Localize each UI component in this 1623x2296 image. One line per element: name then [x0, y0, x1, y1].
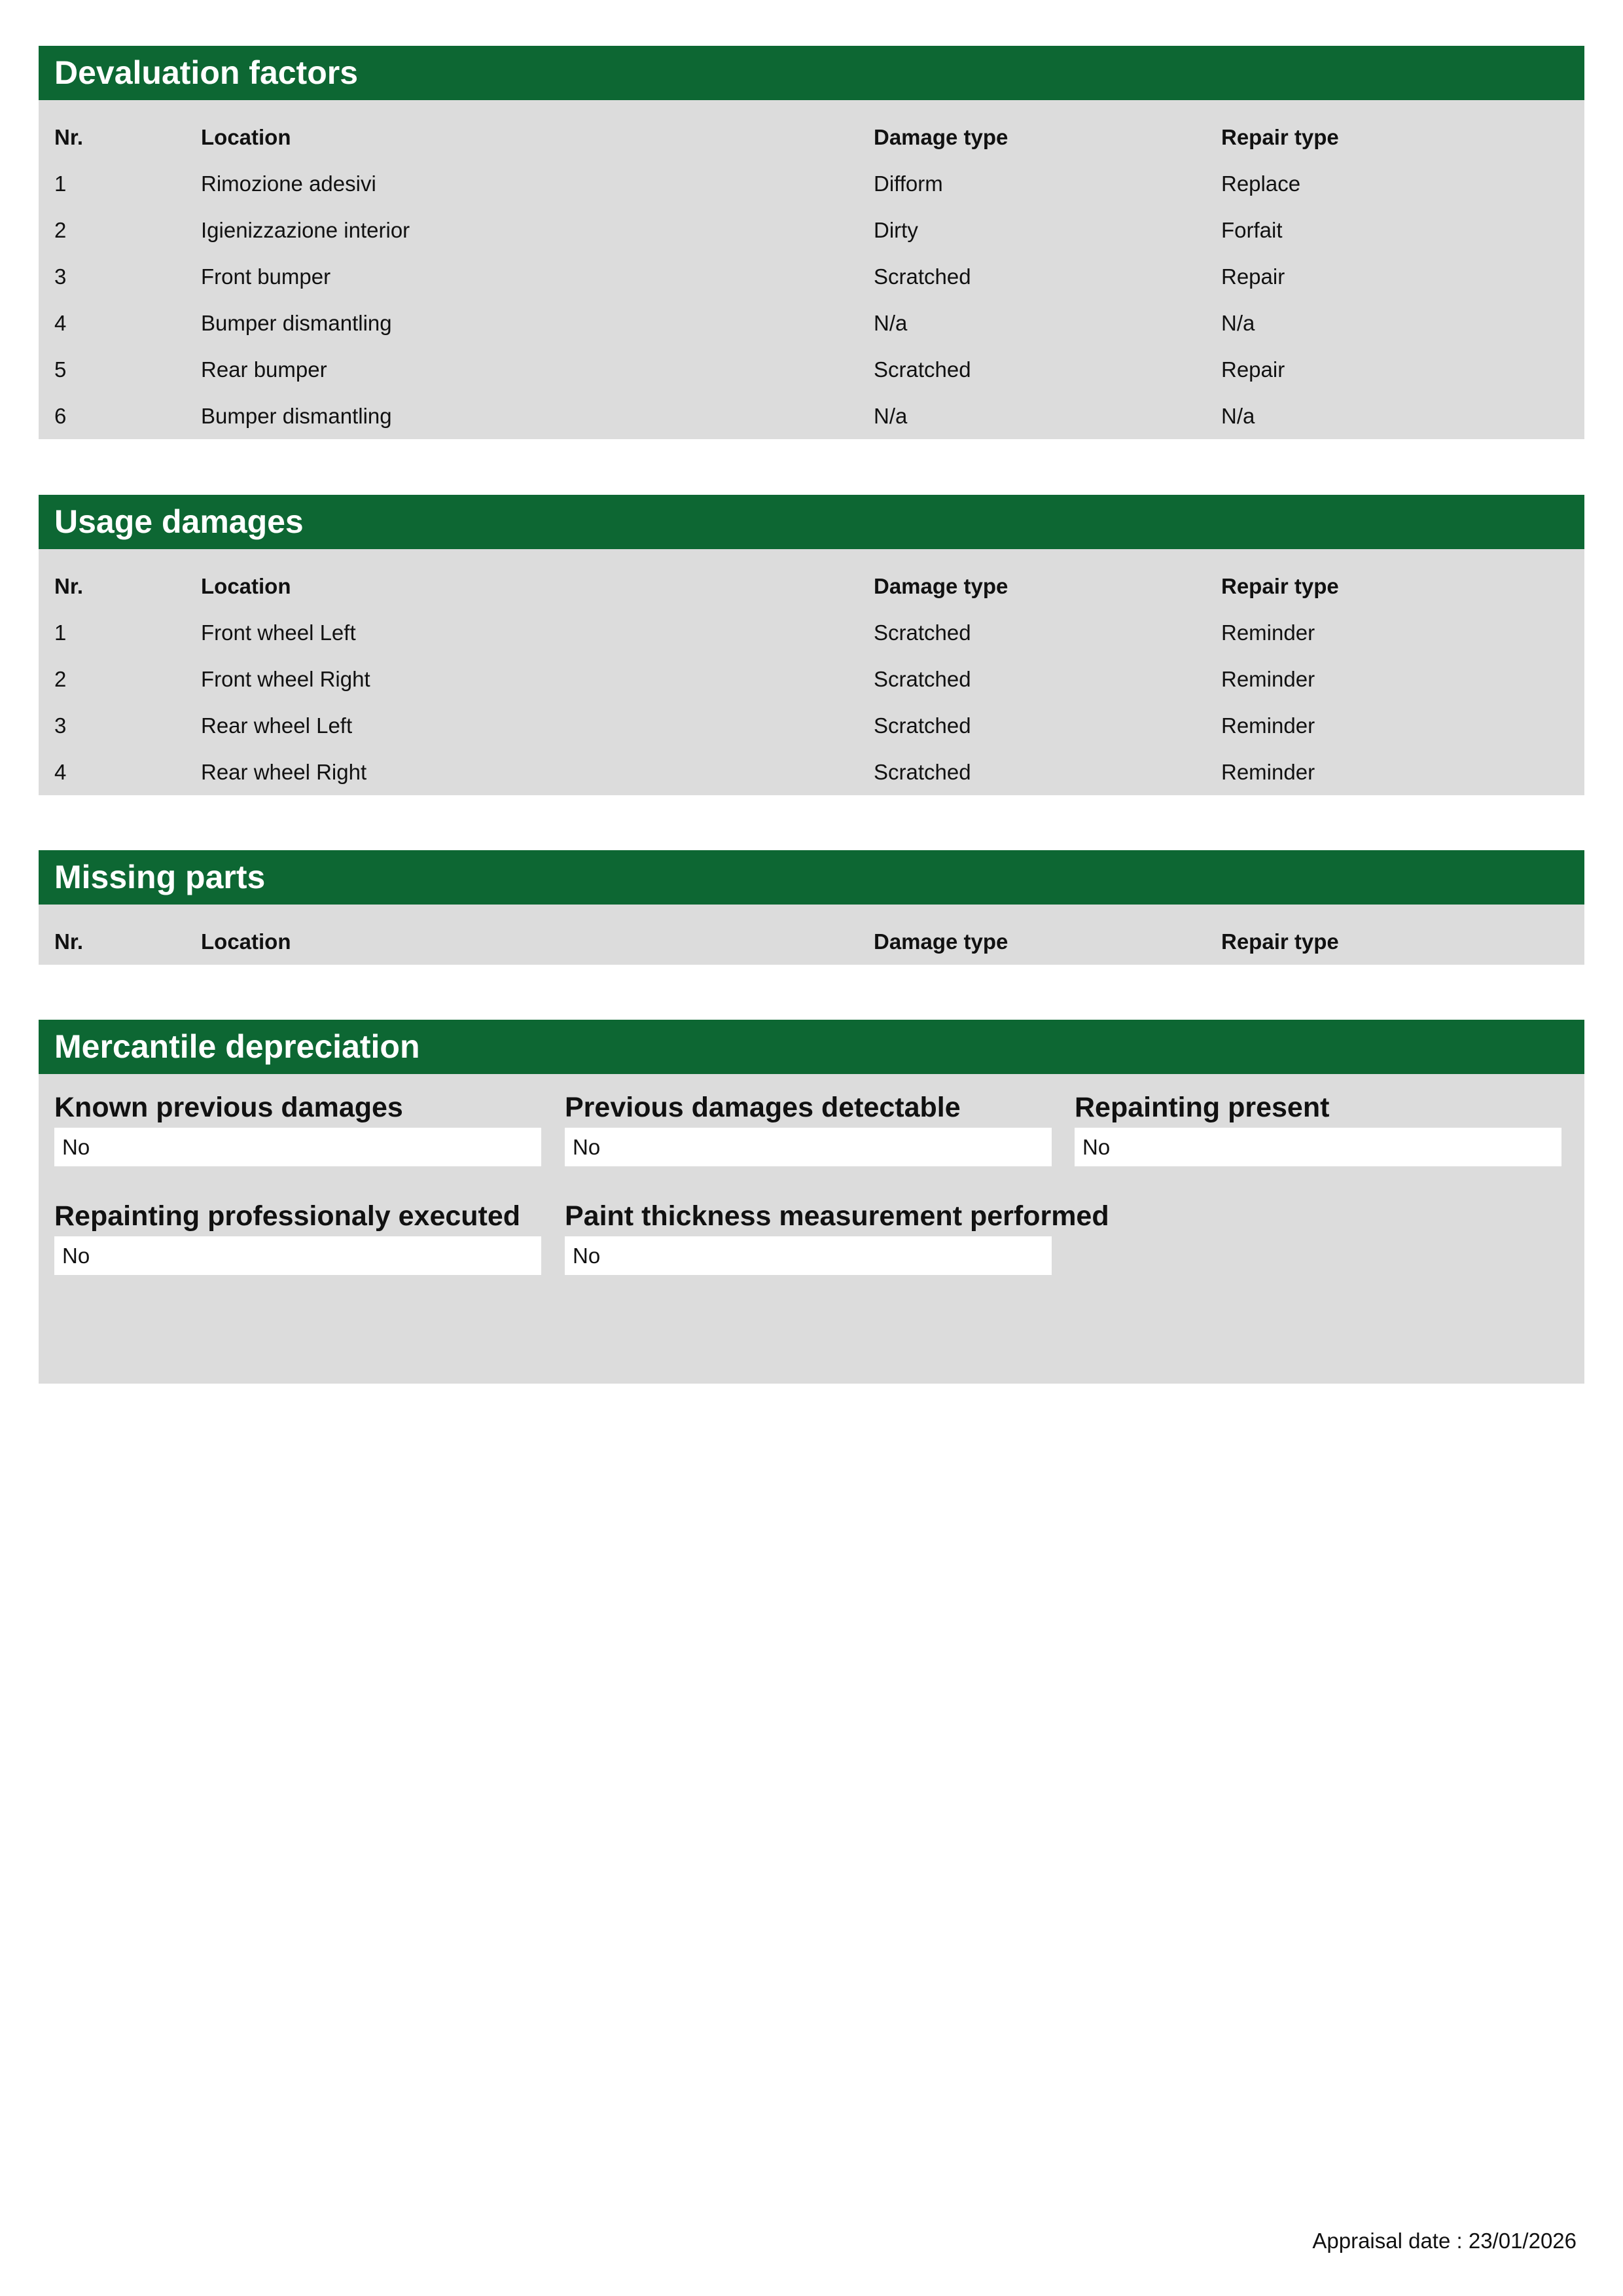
cell-nr: 2: [54, 667, 67, 691]
cell-damage-type: Dirty: [874, 218, 918, 242]
table-row: [39, 749, 1584, 795]
field-label: Repainting professionaly executed: [54, 1200, 521, 1232]
cell-damage-type: Scratched: [874, 264, 971, 289]
column-header-repair-type: Repair type: [1221, 125, 1339, 149]
column-header-nr: Nr.: [54, 125, 84, 149]
field-repainting-professionaly-executed: [54, 1198, 541, 1275]
field-label: Paint thickness measurement performed: [565, 1200, 1109, 1232]
cell-nr: 3: [54, 264, 67, 289]
column-header-repair-type: Repair type: [1221, 929, 1339, 954]
cell-nr: 4: [54, 760, 67, 784]
cell-location: Front wheel Right: [201, 667, 370, 691]
cell-damage-type: N/a: [874, 404, 908, 428]
cell-nr: 2: [54, 218, 67, 242]
cell-nr: 3: [54, 713, 67, 738]
cell-repair-type: Repair: [1221, 357, 1285, 382]
table-header-row: [39, 563, 1584, 609]
section-title: Usage damages: [39, 495, 1584, 549]
field-label: Repainting present: [1075, 1092, 1330, 1123]
field-value: No: [54, 1236, 541, 1275]
column-header-nr: Nr.: [54, 929, 84, 954]
cell-damage-type: Scratched: [874, 760, 971, 784]
cell-location: Rear wheel Left: [201, 713, 353, 738]
cell-damage-type: Scratched: [874, 357, 971, 382]
cell-nr: 5: [54, 357, 67, 382]
field-known-previous-damages: [54, 1090, 541, 1166]
cell-repair-type: Reminder: [1221, 760, 1315, 784]
cell-repair-type: N/a: [1221, 404, 1255, 428]
cell-damage-type: Scratched: [874, 620, 971, 645]
column-header-location: Location: [201, 574, 291, 598]
cell-repair-type: N/a: [1221, 311, 1255, 335]
field-label: Previous damages detectable: [565, 1092, 961, 1123]
cell-damage-type: Scratched: [874, 713, 971, 738]
cell-repair-type: Replace: [1221, 171, 1301, 196]
field-value: No: [54, 1128, 541, 1166]
mercantile-depreciation-section: [39, 1020, 1584, 1384]
section-title: Devaluation factors: [39, 46, 1584, 100]
column-header-nr: Nr.: [54, 574, 84, 598]
cell-damage-type: Scratched: [874, 667, 971, 691]
column-header-location: Location: [201, 125, 291, 149]
cell-repair-type: Reminder: [1221, 713, 1315, 738]
cell-nr: 4: [54, 311, 67, 335]
field-paint-thickness-measurement-performed: [565, 1198, 1109, 1275]
cell-damage-type: N/a: [874, 311, 908, 335]
table-row: [39, 702, 1584, 749]
cell-repair-type: Repair: [1221, 264, 1285, 289]
missing-parts-section: [39, 850, 1584, 965]
cell-location: Igienizzazione interior: [201, 218, 410, 242]
table-row: [39, 253, 1584, 300]
table-header-row: [39, 918, 1584, 965]
cell-repair-type: Forfait: [1221, 218, 1283, 242]
column-header-location: Location: [201, 929, 291, 954]
cell-location: Front bumper: [201, 264, 331, 289]
table-row: [39, 346, 1584, 393]
column-header-damage-type: Damage type: [874, 574, 1008, 598]
field-value: No: [565, 1236, 1052, 1275]
section-title: Mercantile depreciation: [39, 1020, 1584, 1074]
column-header-repair-type: Repair type: [1221, 574, 1339, 598]
cell-location: Bumper dismantling: [201, 404, 392, 428]
cell-damage-type: Difform: [874, 171, 943, 196]
cell-location: Bumper dismantling: [201, 311, 392, 335]
cell-repair-type: Reminder: [1221, 667, 1315, 691]
table-row: [39, 160, 1584, 207]
table-row: [39, 300, 1584, 346]
table-row: [39, 656, 1584, 702]
column-header-damage-type: Damage type: [874, 929, 1008, 954]
field-value: No: [565, 1128, 1052, 1166]
cell-location: Rear bumper: [201, 357, 327, 382]
cell-location: Rimozione adesivi: [201, 171, 376, 196]
table-row: [39, 207, 1584, 253]
cell-nr: 1: [54, 620, 67, 645]
field-repainting-present: [1075, 1090, 1561, 1166]
cell-repair-type: Reminder: [1221, 620, 1315, 645]
usage-damages-section: [39, 495, 1584, 795]
field-value: No: [1075, 1128, 1561, 1166]
cell-nr: 1: [54, 171, 67, 196]
table-row: [39, 393, 1584, 439]
cell-location: Rear wheel Right: [201, 760, 367, 784]
section-title: Missing parts: [39, 850, 1584, 905]
field-previous-damages-detectable: [565, 1090, 1052, 1166]
cell-nr: 6: [54, 404, 67, 428]
cell-location: Front wheel Left: [201, 620, 356, 645]
table-header-row: [39, 114, 1584, 160]
field-label: Known previous damages: [54, 1092, 403, 1123]
table-row: [39, 609, 1584, 656]
column-header-damage-type: Damage type: [874, 125, 1008, 149]
appraisal-date: Appraisal date : 23/01/2026: [1312, 2229, 1577, 2253]
devaluation-factors-section: [39, 46, 1584, 439]
